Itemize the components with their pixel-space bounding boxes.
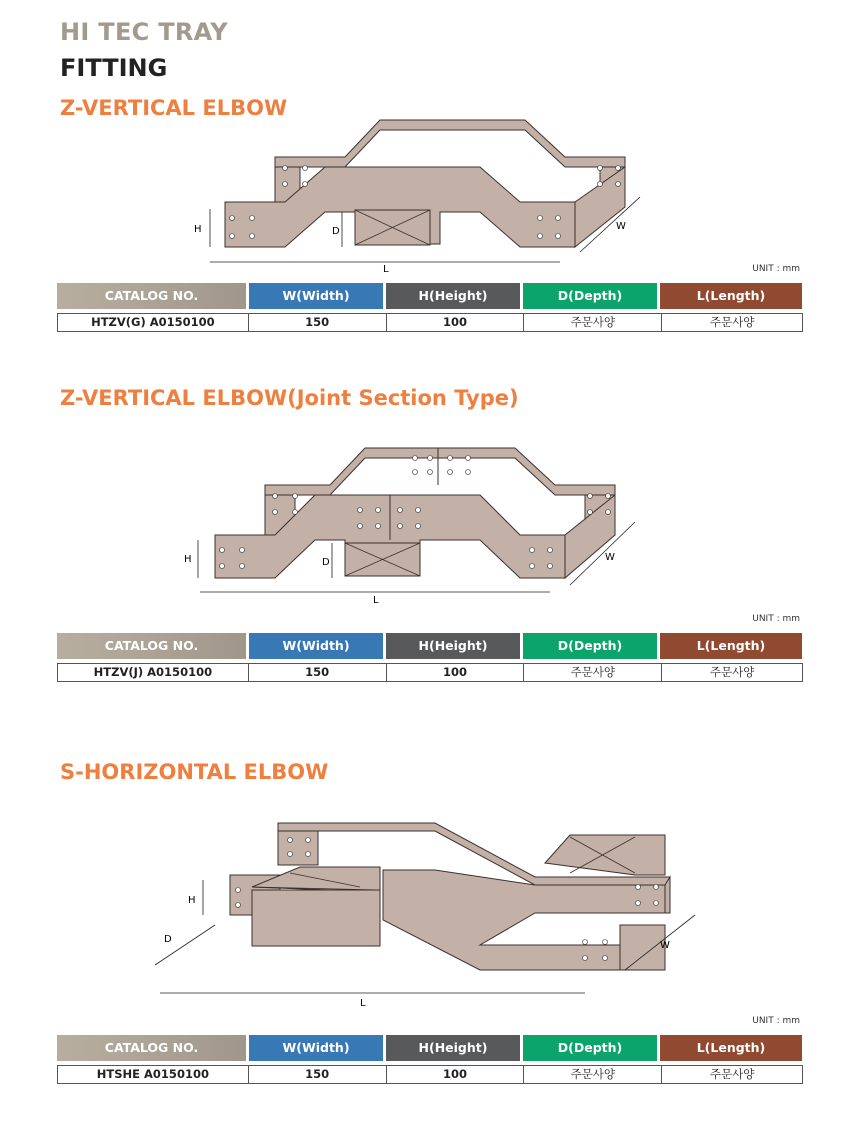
table-row: [57, 663, 802, 682]
spec-table-header: [57, 283, 802, 309]
header-length: L(Length): [660, 633, 802, 659]
svg-text:D: D: [164, 934, 172, 945]
header-width: W(Width): [249, 1035, 383, 1061]
cell-width: 150: [248, 313, 387, 332]
spec-table-header: [57, 633, 802, 659]
spec-table-header: [57, 1035, 802, 1061]
header-depth: D(Depth): [523, 633, 657, 659]
cell-height: 100: [386, 313, 525, 332]
cell-catalog: HTZV(J) A0150100: [57, 663, 249, 682]
s-horizontal-elbow-diagram: [140, 815, 720, 1015]
header-width: W(Width): [249, 633, 383, 659]
cell-width: 150: [248, 663, 387, 682]
svg-text:H: H: [188, 895, 196, 906]
header-height: H(Height): [386, 1035, 520, 1061]
cell-length: 주문사양: [661, 1065, 803, 1084]
svg-text:L: L: [360, 998, 366, 1009]
svg-text:W: W: [660, 940, 670, 951]
cell-length: 주문사양: [661, 663, 803, 682]
svg-text:H: H: [194, 224, 202, 235]
cell-catalog: HTSHE A0150100: [57, 1065, 249, 1084]
cell-catalog: HTZV(G) A0150100: [57, 313, 249, 332]
svg-text:L: L: [383, 264, 389, 275]
cell-width: 150: [248, 1065, 387, 1084]
cell-height: 100: [386, 1065, 525, 1084]
brand-title: HI TEC TRAY: [60, 18, 228, 46]
header-depth: D(Depth): [523, 283, 657, 309]
header-height: H(Height): [386, 633, 520, 659]
table-row: [57, 1065, 802, 1084]
svg-text:W: W: [616, 221, 626, 232]
svg-text:L: L: [373, 595, 379, 606]
header-catalog: CATALOG NO.: [57, 283, 246, 309]
z-vertical-elbow-joint-diagram: [170, 440, 650, 610]
spec-table: [57, 283, 802, 332]
header-width: W(Width): [249, 283, 383, 309]
z-vertical-elbow-diagram: [180, 112, 660, 277]
unit-label: UNIT : mm: [752, 1016, 800, 1026]
section-title-s-horizontal-elbow: S-HORIZONTAL ELBOW: [60, 760, 329, 784]
header-depth: D(Depth): [523, 1035, 657, 1061]
header-length: L(Length): [660, 1035, 802, 1061]
cell-height: 100: [386, 663, 525, 682]
header-length: L(Length): [660, 283, 802, 309]
header-height: H(Height): [386, 283, 520, 309]
header-catalog: CATALOG NO.: [57, 633, 246, 659]
header-catalog: CATALOG NO.: [57, 1035, 246, 1061]
cell-depth: 주문사양: [523, 313, 662, 332]
cell-length: 주문사양: [661, 313, 803, 332]
section-title-z-vertical-elbow: Z-VERTICAL ELBOW: [60, 96, 288, 120]
svg-text:W: W: [605, 552, 615, 563]
spec-table: [57, 633, 802, 682]
category-title: FITTING: [60, 54, 168, 82]
cell-depth: 주문사양: [523, 1065, 662, 1084]
cell-depth: 주문사양: [523, 663, 662, 682]
spec-table: [57, 1035, 802, 1084]
unit-label: UNIT : mm: [752, 614, 800, 624]
svg-text:D: D: [332, 226, 340, 237]
table-row: [57, 313, 802, 332]
svg-text:H: H: [184, 554, 192, 565]
section-title-z-vertical-elbow-joint: Z-VERTICAL ELBOW(Joint Section Type): [60, 386, 519, 410]
unit-label: UNIT : mm: [752, 264, 800, 274]
svg-text:D: D: [322, 557, 330, 568]
